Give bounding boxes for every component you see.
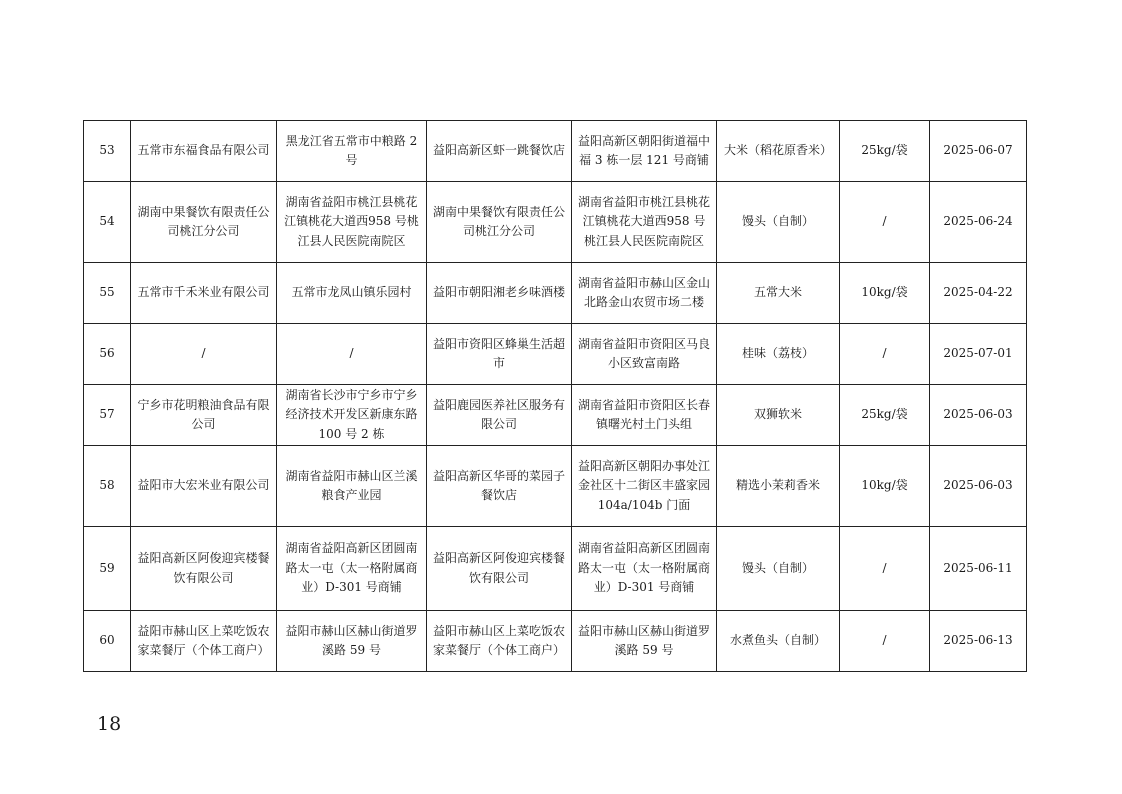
page-number: 18 (97, 713, 122, 735)
product-spec: / (840, 527, 930, 611)
row-number: 55 (84, 263, 131, 324)
table-row (84, 121, 1027, 182)
production-date: 2025-06-11 (930, 527, 1027, 611)
production-date: 2025-04-22 (930, 263, 1027, 324)
seller-name: 益阳高新区华哥的菜园子餐饮店 (427, 446, 572, 527)
producer-name: 益阳市赫山区上菜吃饭农家菜餐厅（个体工商户） (131, 611, 277, 672)
producer-address: / (277, 324, 427, 385)
producer-address: 湖南省益阳高新区团圆南路太一屯（太一格附属商业）D-301 号商铺 (277, 527, 427, 611)
seller-address: 湖南省益阳市桃江县桃花江镇桃花大道西958 号桃江县人民医院南院区 (572, 182, 717, 263)
seller-name: 益阳市资阳区蜂巢生活超市 (427, 324, 572, 385)
seller-address: 益阳市赫山区赫山街道罗溪路 59 号 (572, 611, 717, 672)
producer-address: 益阳市赫山区赫山街道罗溪路 59 号 (277, 611, 427, 672)
producer-name: 五常市东福食品有限公司 (131, 121, 277, 182)
row-number: 54 (84, 182, 131, 263)
producer-name: 湖南中果餐饮有限责任公司桃江分公司 (131, 182, 277, 263)
production-date: 2025-06-13 (930, 611, 1027, 672)
producer-name: / (131, 324, 277, 385)
table-row (84, 611, 1027, 672)
producer-name: 益阳市大宏米业有限公司 (131, 446, 277, 527)
producer-address: 黑龙江省五常市中粮路 2 号 (277, 121, 427, 182)
table-row (84, 446, 1027, 527)
row-number: 53 (84, 121, 131, 182)
producer-name: 五常市千禾米业有限公司 (131, 263, 277, 324)
product-name: 双狮软米 (717, 385, 840, 446)
seller-address: 益阳高新区朝阳办事处江金社区十二街区丰盛家园 104a/104b 门面 (572, 446, 717, 527)
row-number: 56 (84, 324, 131, 385)
product-spec: 25kg/袋 (840, 385, 930, 446)
seller-name: 益阳市赫山区上菜吃饭农家菜餐厅（个体工商户） (427, 611, 572, 672)
table-row (84, 527, 1027, 611)
production-date: 2025-06-07 (930, 121, 1027, 182)
row-number: 59 (84, 527, 131, 611)
product-name: 馒头（自制） (717, 182, 840, 263)
sampling-results-table-container (83, 120, 1026, 672)
table-row (84, 182, 1027, 263)
product-spec: 10kg/袋 (840, 446, 930, 527)
product-name: 精选小茉莉香米 (717, 446, 840, 527)
seller-name: 益阳鹿园医养社区服务有限公司 (427, 385, 572, 446)
table-row (84, 385, 1027, 446)
seller-name: 湖南中果餐饮有限责任公司桃江分公司 (427, 182, 572, 263)
sampling-results-table (83, 120, 1027, 672)
seller-name: 益阳市朝阳湘老乡味酒楼 (427, 263, 572, 324)
producer-address: 湖南省益阳市赫山区兰溪粮食产业园 (277, 446, 427, 527)
seller-address: 湖南省益阳市资阳区马良小区致富南路 (572, 324, 717, 385)
product-name: 馒头（自制） (717, 527, 840, 611)
seller-name: 益阳高新区虾一跳餐饮店 (427, 121, 572, 182)
seller-address: 湖南省益阳市赫山区金山北路金山农贸市场二楼 (572, 263, 717, 324)
production-date: 2025-06-03 (930, 385, 1027, 446)
production-date: 2025-07-01 (930, 324, 1027, 385)
product-spec: 25kg/袋 (840, 121, 930, 182)
table-row (84, 263, 1027, 324)
producer-address: 湖南省益阳市桃江县桃花江镇桃花大道西958 号桃江县人民医院南院区 (277, 182, 427, 263)
seller-address: 湖南省益阳高新区团圆南路太一屯（太一格附属商业）D-301 号商铺 (572, 527, 717, 611)
producer-address: 五常市龙凤山镇乐园村 (277, 263, 427, 324)
producer-name: 益阳高新区阿俊迎宾楼餐饮有限公司 (131, 527, 277, 611)
product-name: 五常大米 (717, 263, 840, 324)
table-row (84, 324, 1027, 385)
product-spec: 10kg/袋 (840, 263, 930, 324)
seller-name: 益阳高新区阿俊迎宾楼餐饮有限公司 (427, 527, 572, 611)
row-number: 60 (84, 611, 131, 672)
product-name: 大米（稻花原香米） (717, 121, 840, 182)
product-spec: / (840, 324, 930, 385)
producer-address: 湖南省长沙市宁乡市宁乡经济技术开发区新康东路 100 号 2 栋 (277, 385, 427, 446)
row-number: 58 (84, 446, 131, 527)
product-name: 桂味（荔枝） (717, 324, 840, 385)
seller-address: 益阳高新区朝阳街道福中福 3 栋一层 121 号商铺 (572, 121, 717, 182)
production-date: 2025-06-24 (930, 182, 1027, 263)
row-number: 57 (84, 385, 131, 446)
producer-name: 宁乡市花明粮油食品有限公司 (131, 385, 277, 446)
seller-address: 湖南省益阳市资阳区长春镇曙光村土门头组 (572, 385, 717, 446)
production-date: 2025-06-03 (930, 446, 1027, 527)
product-spec: / (840, 182, 930, 263)
product-name: 水煮鱼头（自制） (717, 611, 840, 672)
product-spec: / (840, 611, 930, 672)
